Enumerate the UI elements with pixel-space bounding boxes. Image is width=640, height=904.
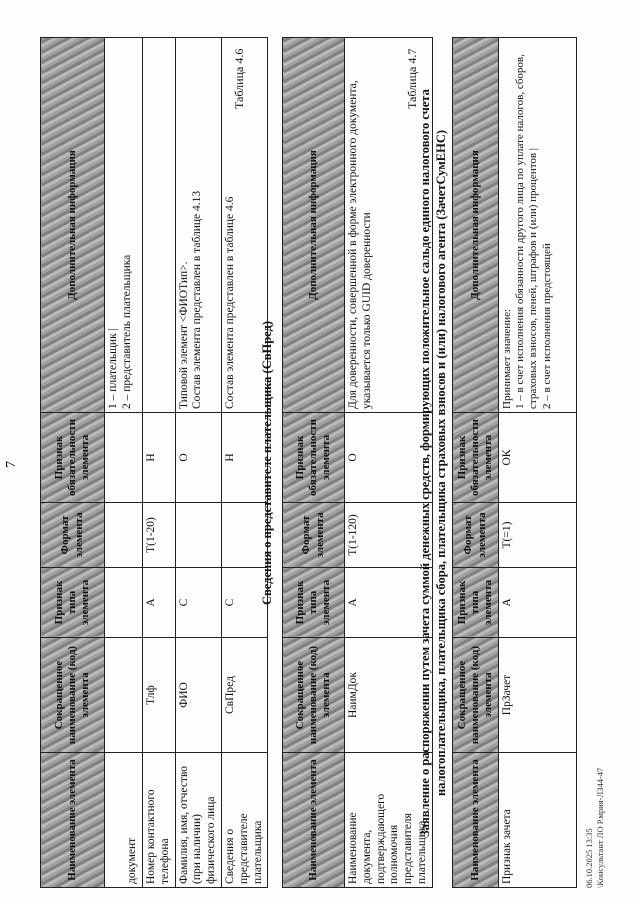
header-code: Сокращенное наименование (код) элемента: [453, 638, 499, 753]
cell-name: Фамилия, имя, отчество (при наличии) физического лица: [175, 753, 221, 888]
header-type: Признак типа элемента: [453, 568, 499, 638]
cell-name: Номер контактного телефона: [143, 753, 176, 888]
cell-required: О: [175, 413, 221, 503]
cell-type: А: [345, 568, 433, 638]
table-row: [499, 38, 577, 888]
cell-format: [175, 503, 221, 568]
cell-type: [105, 568, 143, 638]
cell-type: А: [143, 568, 176, 638]
header-format: Формат элемента: [41, 503, 105, 568]
header-code: Сокращенное наименование (код) элемента: [283, 638, 345, 753]
cell-info: [143, 38, 176, 413]
info-line: 2 – представитель плательщика: [120, 254, 133, 409]
cell-info: [105, 38, 143, 413]
cell-format: T(1-20): [143, 503, 176, 568]
info-line: 1 – плательщик |: [107, 328, 119, 409]
page-number: 7: [4, 461, 19, 468]
table-row: [105, 38, 143, 888]
table-header-row: [283, 38, 345, 888]
info-line: 1 – в счет исполнения обязанности другого лица по уплате налогов, сборов, страховых взносов, пеней, штрафов и (или) процентов |: [514, 54, 540, 409]
footer-line: 06.10.2025 13:35: [584, 828, 594, 888]
cell-type: С: [221, 568, 267, 638]
header-type: Признак типа элемента: [283, 568, 345, 638]
table-caption-4-6: Таблица 4.6: [232, 48, 246, 109]
header-type: Признак типа элемента: [41, 568, 105, 638]
info-line: 2 – в счет исполнения предстоящей: [540, 243, 553, 409]
cell-code: Тлф: [143, 638, 176, 753]
table-caption-4-7: Таблица 4.7: [405, 48, 419, 109]
cell-format: T(1-120): [345, 503, 433, 568]
cell-code: ФИО: [175, 638, 221, 753]
table-header-row: [453, 38, 499, 888]
header-required: Признак обязательности элемента: [41, 413, 105, 503]
table-title-4-7: [418, 38, 449, 888]
cell-info: [175, 38, 221, 413]
title-line: Заявление о распоряжении путем зачета суммой денежных средств, формирующих положительное сальдо единого налогового счета: [418, 89, 432, 837]
header-code: Сокращенное наименование (код) элемента: [41, 638, 105, 753]
table-row: [175, 38, 221, 888]
header-info: Дополнительная информация: [453, 38, 499, 413]
header-name: Наименование элемента: [283, 753, 345, 888]
header-format: Формат элемента: [453, 503, 499, 568]
cell-required: Н: [143, 413, 176, 503]
cell-name: документ: [105, 753, 143, 888]
cell-info: Для доверенности, совершенной в форме электронного документа, указывается только GUID доверенности: [345, 38, 433, 413]
info-line: Состав элемента представлен в таблице 4.13: [191, 190, 204, 409]
cell-code: ПрЗачет: [499, 638, 577, 753]
cell-format: [105, 503, 143, 568]
cell-required: [105, 413, 143, 503]
header-info: Дополнительная информация: [283, 38, 345, 413]
table-title-4-6: Сведения о представителе плательщика (СвПред): [260, 320, 274, 606]
info-line: Принимает значение:: [501, 308, 513, 409]
cell-code: НаимДок: [345, 638, 433, 753]
info-line: Типовой элемент <ФИОТип>.: [177, 261, 190, 409]
cell-name: Наименование документа, подтверждающего полномочия представителя плательщика: [345, 753, 433, 888]
cell-code: СвПред: [221, 638, 267, 753]
cell-required: Н: [221, 413, 267, 503]
cell-name: Сведения о представителе плательщика: [221, 753, 267, 888]
footer-line: \Консультант ЛО Р.мрия-ЛЗ44-47: [594, 767, 605, 888]
table-header-row: [41, 38, 105, 888]
cell-format: T(=1): [499, 503, 577, 568]
cell-code: [105, 638, 143, 753]
cell-type: С: [175, 568, 221, 638]
table-row: [143, 38, 176, 888]
cell-name: Признак зачета: [499, 753, 577, 888]
cell-required: ОК: [499, 413, 577, 503]
header-name: Наименование элемента: [41, 753, 105, 888]
cell-info: [499, 38, 577, 413]
header-required: Признак обязательности элемента: [283, 413, 345, 503]
header-name: Наименование элемента: [453, 753, 499, 888]
table-continued: [40, 37, 268, 888]
header-required: Признак обязательности элемента: [453, 413, 499, 503]
header-format: Формат элемента: [283, 503, 345, 568]
table-4-6: [282, 37, 433, 888]
cell-info: Состав элемента представлен в таблице 4.6: [221, 38, 267, 413]
title-line: налогоплательщика, плательщика сбора, плательщика страховых взносов и (или) налогового агента (ЗачетСумЕНС): [433, 129, 448, 797]
cell-required: О: [345, 413, 433, 503]
table-4-7: [452, 37, 577, 888]
header-info: Дополнительная информация: [41, 38, 105, 413]
footer-stamp: [584, 768, 605, 888]
cell-type: А: [499, 568, 577, 638]
